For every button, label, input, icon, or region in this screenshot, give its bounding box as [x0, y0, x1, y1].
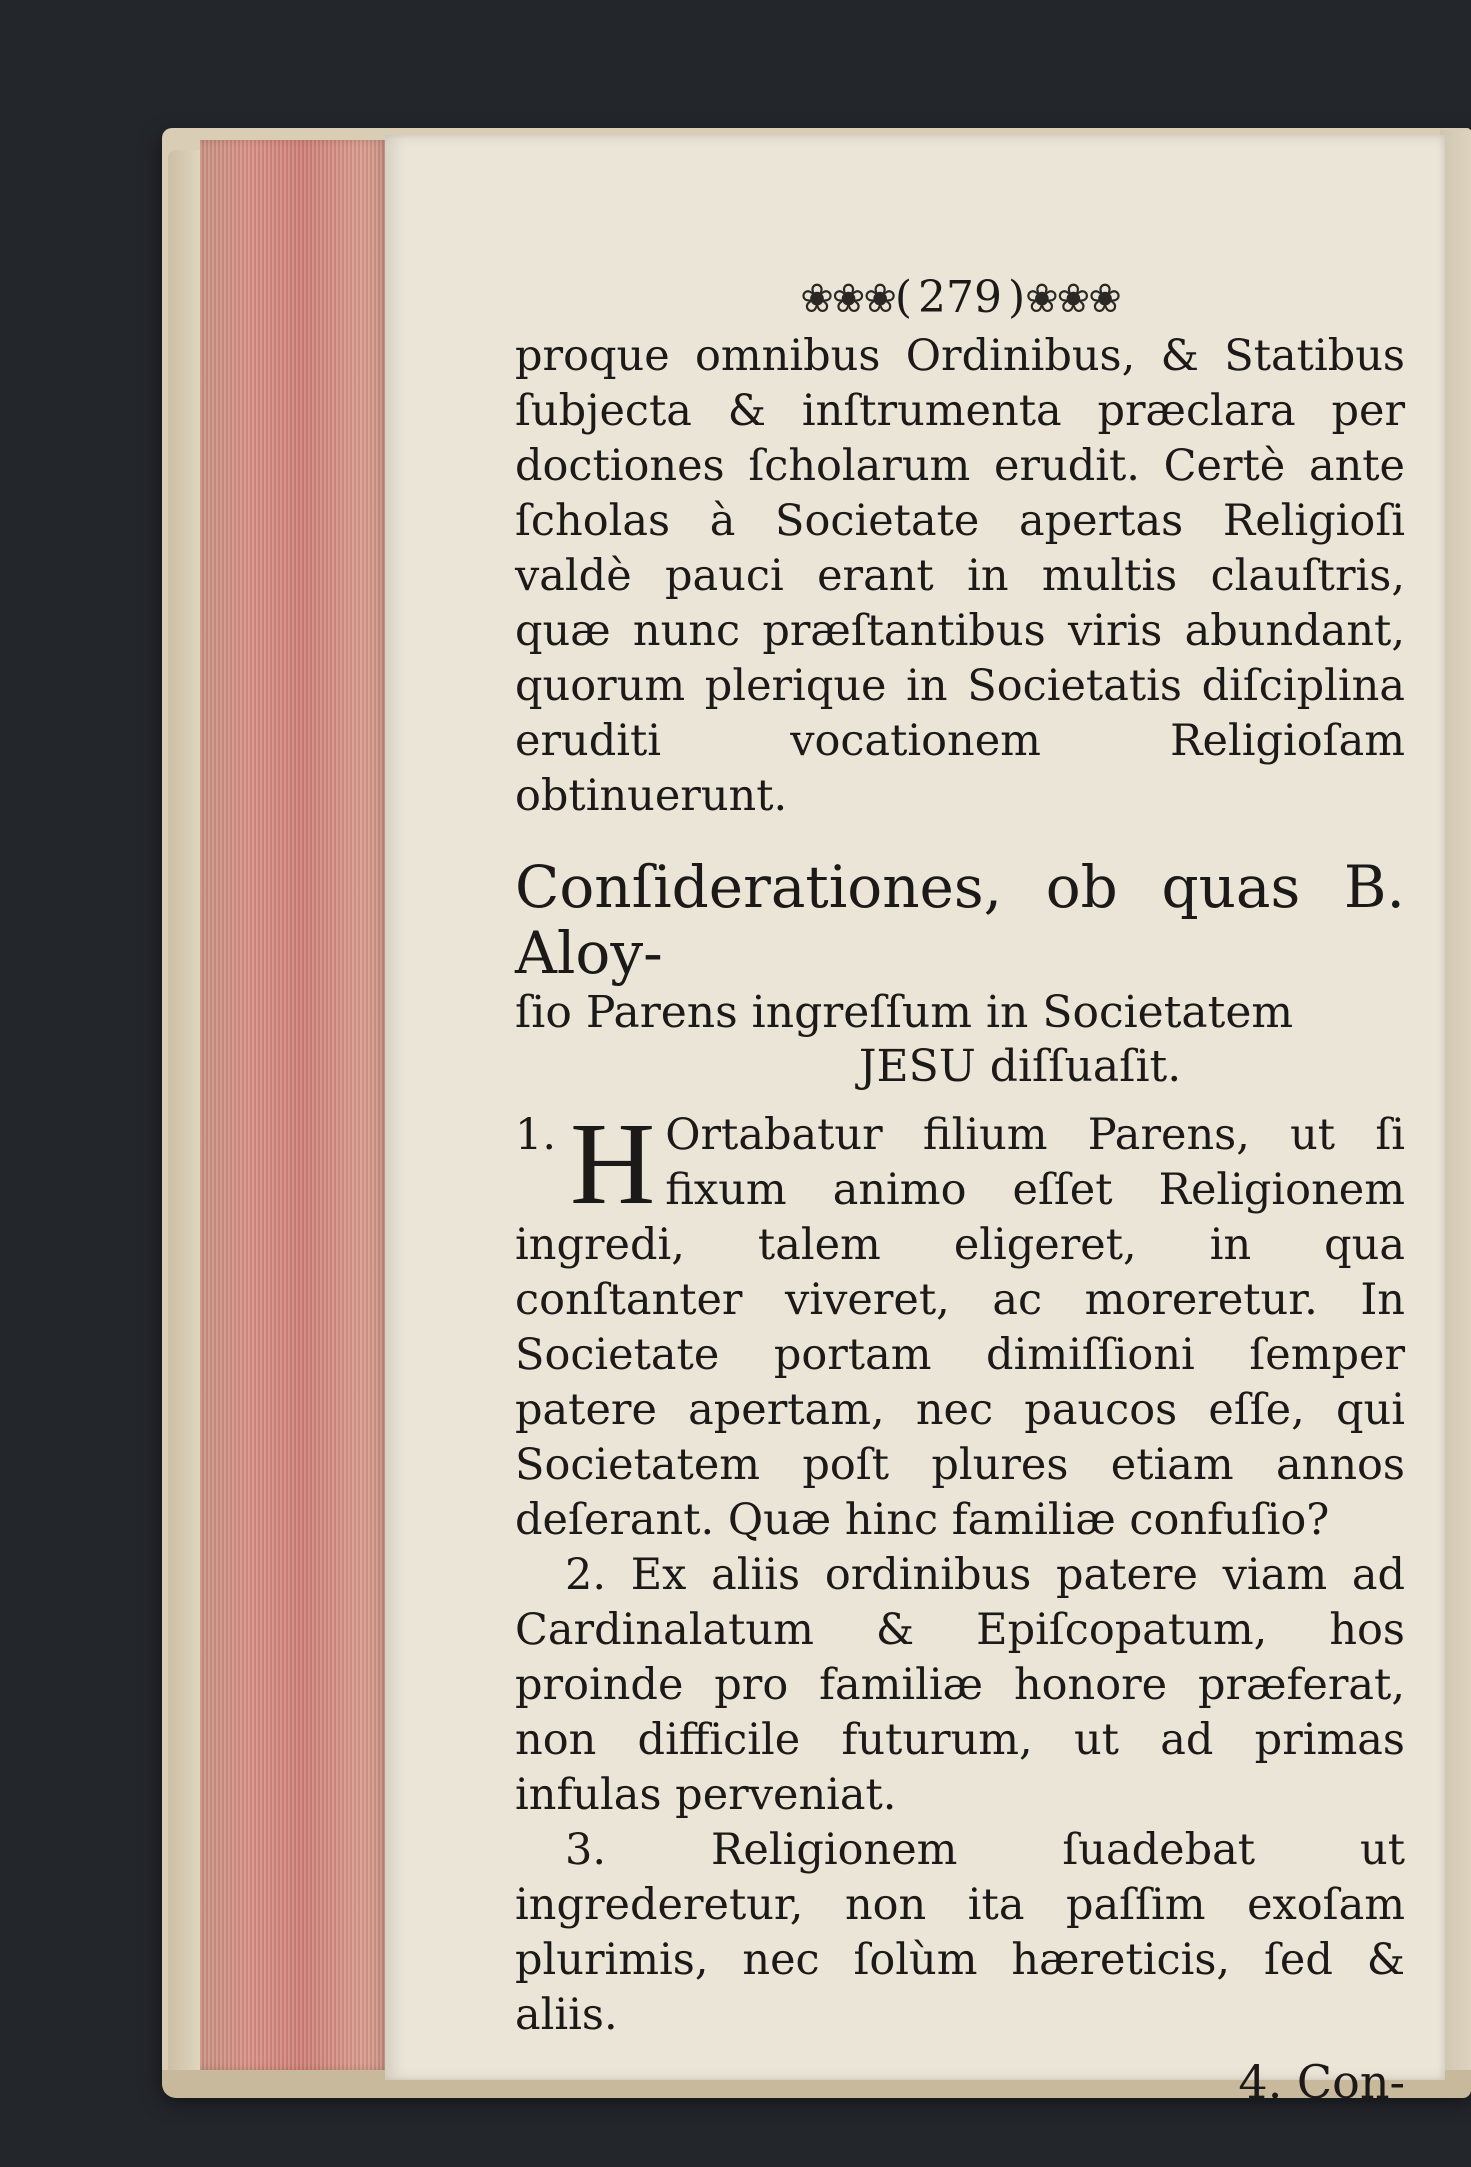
page-text	[515, 270, 1405, 2110]
continued-paragraph: proque omnibus Ordinibus, & Statibus ſubjecta & inſtrumenta præclara per doctiones ſcholarum erudit. Certè ante ſcholas à Societate apertas Religioſi valdè pauci erant in multis clauſtris, quæ nunc præſtantibus viris abundant, quorum plerique in Societatis diſciplina eruditi vocationem Religioſam obtinuerunt.	[515, 331, 1405, 821]
ornament-left-icon: ❀❀❀	[800, 276, 895, 322]
section-heading: Conſiderationes, ob quas B. Aloy-	[515, 853, 1405, 987]
drop-cap: H	[570, 1098, 656, 1229]
page-number: 279	[918, 272, 1002, 323]
consideration-1-text: Ortabatur filium Parens, ut ſi fixum animo eſſet Religionem ingredi, talem eligeret, in qua conſtanter viveret, ac moreretur. In Societate portam dimiſſioni ſemper patere apertam, nec paucos eſſe, qui Societatem poſt plures etiam annos deſerant. Quæ hinc familiæ confuſio?	[515, 1110, 1405, 1545]
consideration-3: 3. Religionem ſuadebat ut ingrederetur, non ita paſſim exoſam plurimis, nec ſolùm hæreticis, ſed & aliis.	[515, 1825, 1405, 2040]
page-block-edge	[200, 140, 390, 2070]
section-heading-last: JESU diſſuaſit.	[858, 1041, 1182, 1092]
item-number: 1.	[515, 1110, 557, 1160]
consideration-2: 2. Ex aliis ordinibus patere viam ad Cardinalatum & Epiſcopatum, hos proinde pro familiæ honore præferat, non difficile futurum, ut ad primas infulas perveniat.	[515, 1550, 1405, 1820]
running-head: ❀❀❀( 279 )❀❀❀	[515, 270, 1405, 327]
catchword: 4. Con-	[1238, 2055, 1405, 2109]
consideration-1	[515, 1098, 1405, 1548]
ornament-right-icon: ❀❀❀	[1025, 276, 1120, 322]
section-heading-cont: ſio Parens ingreſſum in Societatem	[515, 987, 1294, 1038]
